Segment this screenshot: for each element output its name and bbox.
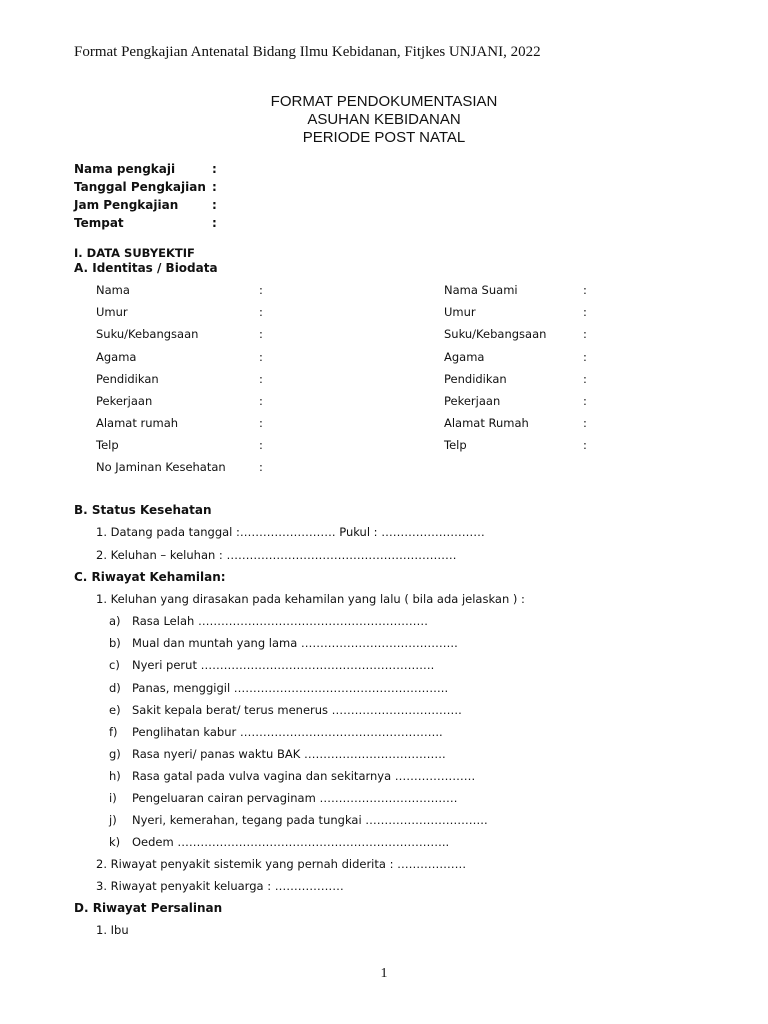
place-label: Tempat bbox=[74, 216, 124, 230]
pregnancy-item-family-disease: 3. Riwayat penyakit keluarga : ……………… bbox=[96, 879, 344, 893]
doc-title-line-2: ASUHAN KEBIDANAN bbox=[307, 111, 461, 128]
subitem-text: Penglihatan kabur …………………………………………….. bbox=[132, 725, 443, 739]
identity-field-label: Nama bbox=[96, 283, 130, 297]
identity-field-label: Umur bbox=[96, 305, 128, 319]
subitem-text: Nyeri perut ……………………………………………………. bbox=[132, 658, 435, 672]
colon: : bbox=[583, 394, 587, 408]
assessor-name-label: Nama pengkaji bbox=[74, 162, 176, 176]
colon: : bbox=[259, 460, 263, 474]
colon: : bbox=[259, 416, 263, 430]
colon: : bbox=[259, 350, 263, 364]
identity-field-label: Pekerjaan bbox=[96, 394, 153, 408]
doc-title-line-3: PERIODE POST NATAL bbox=[302, 129, 466, 146]
subitem-text: Rasa Lelah …………………………………………………… bbox=[132, 614, 428, 628]
subitem-text: Panas, menggigil ……………………………………………….. bbox=[132, 681, 449, 695]
colon: : bbox=[583, 438, 587, 452]
health-item-arrival: 1. Datang pada tanggal :……………………. Pukul : ……………………… bbox=[96, 525, 485, 539]
subitem-letter: e) bbox=[109, 703, 121, 717]
husband-field-label: Pekerjaan bbox=[444, 394, 501, 408]
subitem-letter: d) bbox=[109, 681, 121, 695]
labor-item-mother: 1. Ibu bbox=[96, 923, 129, 937]
subitem-text: Nyeri, kemerahan, tegang pada tungkai ………………………….. bbox=[132, 813, 488, 827]
colon: : bbox=[259, 327, 263, 341]
colon: : bbox=[212, 216, 217, 230]
colon: : bbox=[212, 162, 217, 176]
identity-heading: A. Identitas / Biodata bbox=[74, 261, 218, 275]
page-header: Format Pengkajian Antenatal Bidang Ilmu Kebidanan, Fitjkes UNJANI, 2022 bbox=[74, 44, 541, 60]
subitem-text: Sakit kepala berat/ terus menerus ……………………………. bbox=[132, 703, 462, 717]
subitem-letter: a) bbox=[109, 614, 121, 628]
doc-title-line-1: FORMAT PENDOKUMENTASIAN bbox=[270, 93, 498, 110]
subitem-text: Oedem …………………………………………………………….. bbox=[132, 835, 450, 849]
subitem-letter: g) bbox=[109, 747, 121, 761]
colon: : bbox=[259, 438, 263, 452]
subitem-letter: k) bbox=[109, 835, 121, 849]
colon: : bbox=[583, 327, 587, 341]
pregnancy-item-complaints: 1. Keluhan yang dirasakan pada kehamilan yang lalu ( bila ada jelaskan ) : bbox=[96, 592, 525, 606]
husband-field-label: Umur bbox=[444, 305, 476, 319]
identity-field-label: Telp bbox=[96, 438, 119, 452]
colon: : bbox=[259, 394, 263, 408]
colon: : bbox=[259, 305, 263, 319]
identity-field-label: Alamat rumah bbox=[96, 416, 179, 430]
subitem-letter: f) bbox=[109, 725, 118, 739]
identity-field-label: No Jaminan Kesehatan bbox=[96, 460, 226, 474]
subitem-text: Rasa nyeri/ panas waktu BAK ………………………………. bbox=[132, 747, 446, 761]
colon: : bbox=[583, 416, 587, 430]
colon: : bbox=[583, 305, 587, 319]
assessment-time-label: Jam Pengkajian bbox=[74, 198, 179, 212]
identity-field-label: Pendidikan bbox=[96, 372, 159, 386]
subitem-text: Mual dan muntah yang lama ………………………………….. bbox=[132, 636, 458, 650]
colon: : bbox=[583, 350, 587, 364]
colon: : bbox=[583, 372, 587, 386]
colon: : bbox=[259, 283, 263, 297]
subitem-letter: h) bbox=[109, 769, 121, 783]
subitem-letter: j) bbox=[109, 813, 117, 827]
assessment-date-label: Tanggal Pengkajian bbox=[74, 180, 206, 194]
section-subjective-data: I. DATA SUBYEKTIF bbox=[74, 246, 195, 260]
subitem-letter: b) bbox=[109, 636, 121, 650]
husband-field-label: Agama bbox=[444, 350, 485, 364]
subitem-letter: c) bbox=[109, 658, 120, 672]
pregnancy-item-systemic-disease: 2. Riwayat penyakit sistemik yang pernah diderita : ……………… bbox=[96, 857, 467, 871]
health-item-complaints: 2. Keluhan – keluhan : …………………………………………………… bbox=[96, 548, 457, 562]
health-status-heading: B. Status Kesehatan bbox=[74, 503, 212, 517]
identity-field-label: Agama bbox=[96, 350, 137, 364]
page-number: 1 bbox=[380, 966, 388, 981]
husband-field-label: Pendidikan bbox=[444, 372, 507, 386]
colon: : bbox=[212, 180, 217, 194]
colon: : bbox=[212, 198, 217, 212]
husband-field-label: Suku/Kebangsaan bbox=[444, 327, 547, 341]
colon: : bbox=[259, 372, 263, 386]
subitem-text: Pengeluaran cairan pervaginam ……………………………… bbox=[132, 791, 458, 805]
husband-field-label: Alamat Rumah bbox=[444, 416, 529, 430]
subitem-text: Rasa gatal pada vulva vagina dan sekitarnya ………………… bbox=[132, 769, 476, 783]
identity-field-label: Suku/Kebangsaan bbox=[96, 327, 199, 341]
labor-history-heading: D. Riwayat Persalinan bbox=[74, 901, 223, 915]
pregnancy-history-heading: C. Riwayat Kehamilan: bbox=[74, 570, 226, 584]
subitem-letter: i) bbox=[109, 791, 117, 805]
husband-field-label: Nama Suami bbox=[444, 283, 518, 297]
colon: : bbox=[583, 283, 587, 297]
husband-field-label: Telp bbox=[444, 438, 467, 452]
